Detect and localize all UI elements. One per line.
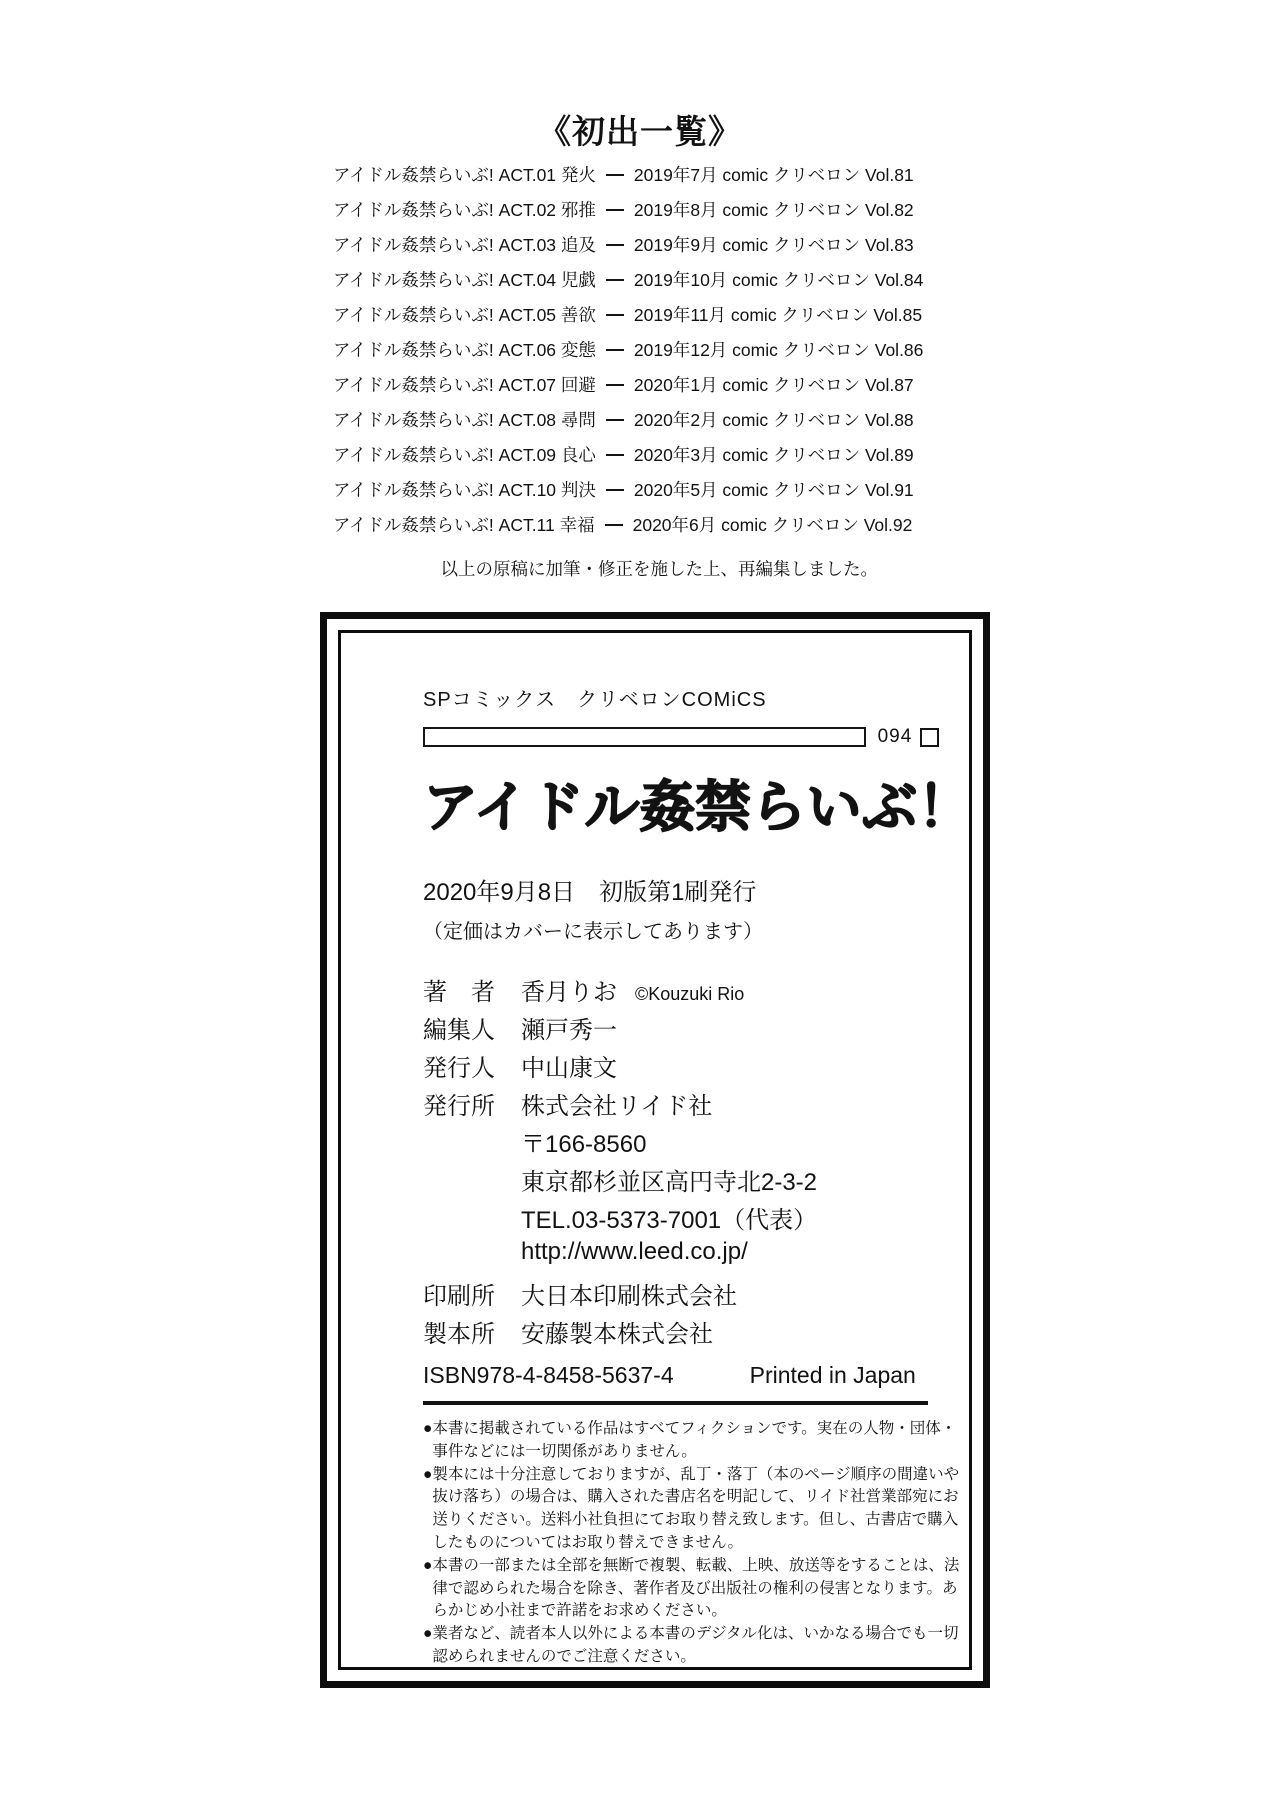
bullet-icon: ●: [423, 1625, 433, 1643]
notice-text: 本書に掲載されている作品はすべてフィクションです。実在の人物・団体・事件などには一切関係がありません。: [432, 1420, 957, 1460]
credit-row: [423, 1276, 939, 1314]
code-row: [423, 726, 939, 748]
entry-source: 2019年7月 comic クリベロン Vol.81: [633, 165, 914, 185]
bullet-icon: ●: [423, 1420, 433, 1437]
leader-line: [606, 279, 624, 281]
colophon-box-inner: [338, 630, 972, 1670]
reedit-note: 以上の原稿に加筆・修正を施した上、再編集しました。: [440, 559, 878, 579]
code-number: 094: [877, 726, 913, 747]
credit-value: 瀬戸秀一: [521, 1017, 617, 1044]
entry-source: 2019年12月 comic クリベロン Vol.86: [633, 340, 924, 360]
leader-line: [606, 489, 624, 491]
credit-value: 〒166-8560: [521, 1131, 647, 1158]
entry-source: 2020年1月 comic クリベロン Vol.87: [633, 375, 914, 395]
barcode-placeholder-box: [423, 727, 866, 747]
notice-text: 本書の一部または全部を無断で複製、転載、上映、放送等をすることは、法律で認められた場合を除き、著作者及び出版社の権利の侵害となります。あらかじめ小社まで許諾をお求めください。: [432, 1556, 960, 1620]
series-name: SPコミックス クリベロンCOMiCS: [423, 689, 767, 711]
entry-title: アイドル姦禁らいぶ! ACT.02 邪推: [333, 200, 596, 220]
credit-row: [423, 1010, 939, 1048]
notice-item: [423, 1555, 963, 1623]
notice-text: 製本には十分注意しておりますが、乱丁・落丁（本のページ順序の間違いや抜け落ち）の場合は、購入された書店名を明記して、リイド社営業部宛にお送りください。送料小社負担にてお取り替え致します。但し、古書店で購入したものについてはお取り替えできません。: [432, 1465, 960, 1551]
isbn-number: ISBN978-4-8458-5637-4: [423, 1362, 674, 1388]
credit-value: 中山康文: [521, 1055, 617, 1082]
publication-entry: [333, 157, 914, 192]
notice-text: 業者など、読者本人以外による本書のデジタル化は、いかなる場合でも一切認められませんのでご注意ください。: [432, 1625, 959, 1665]
notices-list: [423, 1418, 963, 1669]
credit-value: TEL.03-5373-7001（代表）: [521, 1207, 818, 1234]
edition-line: 2020年9月8日 初版第1刷発行: [423, 879, 757, 906]
credit-label: 著 者: [423, 979, 495, 1006]
publication-entry: [333, 472, 914, 507]
publication-entry: [333, 192, 914, 227]
divider-rule: [423, 1401, 928, 1405]
entry-title: アイドル姦禁らいぶ! ACT.11 幸福: [333, 515, 595, 535]
credit-value: http://www.leed.co.jp/: [521, 1238, 748, 1265]
credit-copyright: ©Kouzuki Rio: [635, 984, 745, 1004]
leader-line: [606, 209, 624, 211]
publication-entry: [333, 227, 914, 262]
credit-row: [423, 972, 939, 1010]
entry-source: 2019年10月 comic クリベロン Vol.84: [633, 270, 924, 290]
notice-item: [423, 1623, 963, 1669]
leader-line: [606, 349, 624, 351]
leader-line: [605, 524, 623, 526]
entry-title: アイドル姦禁らいぶ! ACT.06 変態: [333, 340, 596, 360]
notice-item: [423, 1418, 963, 1464]
entry-source: 2020年6月 comic クリベロン Vol.92: [632, 515, 913, 535]
credit-row: [423, 1200, 939, 1238]
publication-entry: [333, 262, 924, 297]
publication-entry: [333, 367, 914, 402]
credit-row: [423, 1314, 939, 1352]
credit-value: 大日本印刷株式会社: [521, 1283, 737, 1310]
entry-title: アイドル姦禁らいぶ! ACT.01 発火: [333, 165, 596, 185]
leader-line: [606, 314, 624, 316]
entry-title: アイドル姦禁らいぶ! ACT.03 追及: [333, 235, 596, 255]
publication-entry: [333, 332, 924, 367]
entry-title: アイドル姦禁らいぶ! ACT.09 良心: [333, 445, 596, 465]
book-title: アイドル姦禁らいぶ！: [423, 775, 974, 839]
colophon-box: [320, 612, 990, 1688]
leader-line: [606, 174, 624, 176]
entry-source: 2019年9月 comic クリベロン Vol.83: [633, 235, 914, 255]
isbn-row: [423, 1362, 939, 1389]
entry-title: アイドル姦禁らいぶ! ACT.08 尋問: [333, 410, 596, 430]
credit-row: [423, 1162, 939, 1200]
credit-label: 編集人: [423, 1017, 495, 1044]
entry-source: 2020年5月 comic クリベロン Vol.91: [633, 480, 914, 500]
bullet-icon: ●: [423, 1465, 433, 1483]
entry-title: アイドル姦禁らいぶ! ACT.04 児戯: [333, 270, 596, 290]
credit-value: 東京都杉並区高円寺北2-3-2: [521, 1169, 818, 1196]
first-publication-heading: 《初出一覧》: [538, 113, 742, 150]
leader-line: [606, 419, 624, 421]
leader-line: [606, 454, 624, 456]
notice-item: [423, 1464, 963, 1555]
leader-line: [606, 384, 624, 386]
publication-entry: [333, 402, 914, 437]
credit-label: 製本所: [423, 1321, 495, 1348]
credit-row: [423, 1048, 939, 1086]
entry-title: アイドル姦禁らいぶ! ACT.10 判決: [333, 480, 596, 500]
entry-title: アイドル姦禁らいぶ! ACT.05 善欲: [333, 305, 596, 325]
credit-row: [423, 1086, 939, 1124]
square-placeholder-icon: [920, 728, 939, 747]
publication-entry: [333, 507, 913, 542]
publication-entry: [333, 297, 923, 332]
credit-value: 安藤製本株式会社: [521, 1321, 713, 1348]
printed-in-japan: Printed in Japan: [749, 1362, 916, 1388]
credits-list: [423, 972, 939, 1352]
credit-label: 印刷所: [423, 1283, 495, 1310]
entry-source: 2019年8月 comic クリベロン Vol.82: [633, 200, 914, 220]
entry-source: 2019年11月 comic クリベロン Vol.85: [633, 305, 923, 325]
entry-source: 2020年2月 comic クリベロン Vol.88: [633, 410, 914, 430]
credit-value: 株式会社リイド社: [521, 1093, 713, 1120]
bullet-icon: ●: [423, 1556, 433, 1574]
price-note: （定価はカバーに表示してあります）: [423, 921, 763, 943]
publication-entry: [333, 437, 914, 472]
credit-row: [423, 1238, 939, 1276]
credit-label: 発行人: [423, 1055, 495, 1082]
credit-label: 発行所: [423, 1093, 495, 1120]
first-publication-list: [333, 157, 924, 542]
credit-row: [423, 1124, 939, 1162]
leader-line: [606, 244, 624, 246]
credit-value: 香月りお: [521, 979, 617, 1006]
entry-title: アイドル姦禁らいぶ! ACT.07 回避: [333, 375, 596, 395]
entry-source: 2020年3月 comic クリベロン Vol.89: [633, 445, 914, 465]
